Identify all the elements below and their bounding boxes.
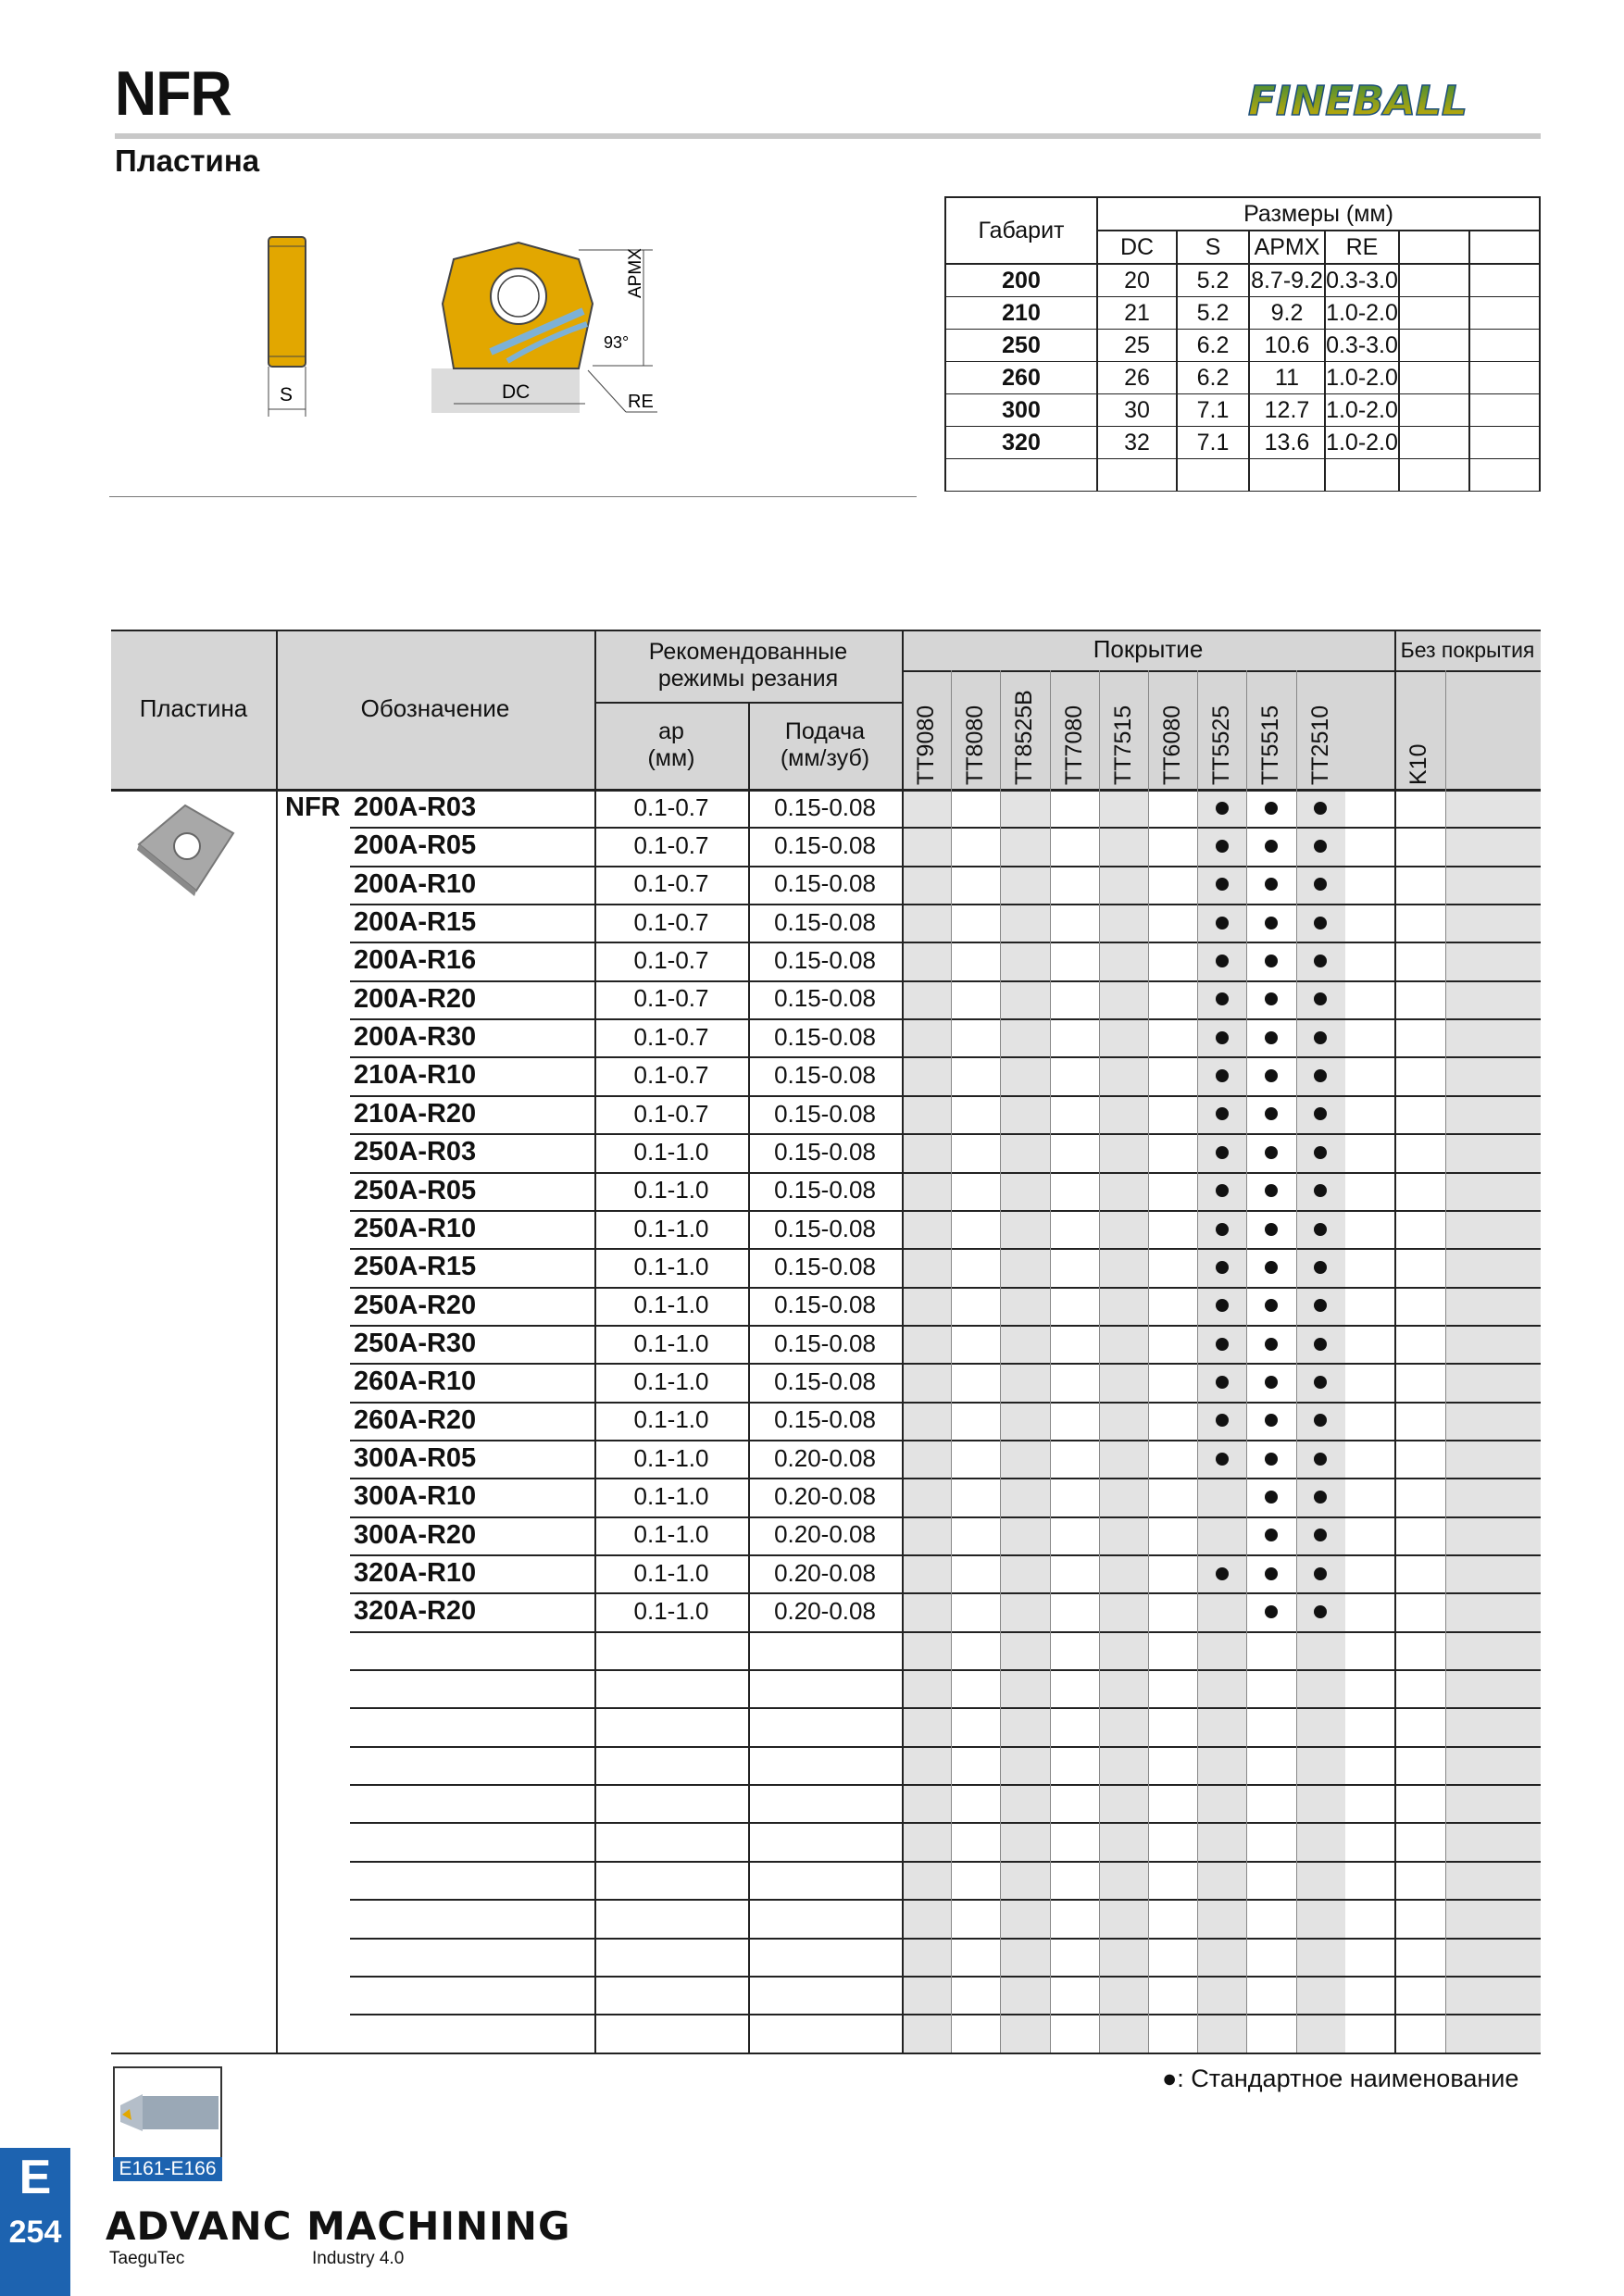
col-header-ap-line: (мм) bbox=[647, 745, 695, 771]
dim-size: 300 bbox=[945, 394, 1097, 427]
designation-code: 200A-R20 bbox=[354, 983, 477, 1014]
dim-header-size: Габарит bbox=[945, 197, 1097, 264]
grade-dot bbox=[1216, 1223, 1229, 1236]
ap-value: 0.1-1.0 bbox=[633, 1137, 709, 1166]
feed-value: 0.15-0.08 bbox=[774, 1022, 876, 1051]
feed-value: 0.15-0.08 bbox=[774, 1405, 876, 1434]
grid-line bbox=[350, 1402, 1541, 1404]
ap-value: 0.1-1.0 bbox=[633, 1405, 709, 1434]
grade-dot bbox=[1216, 1069, 1229, 1082]
col-header-uncoated: Без покрытия bbox=[1400, 637, 1535, 662]
grade-label: TT8080 bbox=[962, 705, 989, 785]
col-header-ap bbox=[594, 702, 748, 789]
ap-value: 0.1-1.0 bbox=[633, 1252, 709, 1280]
col-header-coated: Покрытие bbox=[1093, 635, 1204, 664]
grade-dot bbox=[1265, 802, 1278, 815]
feed-value: 0.15-0.08 bbox=[774, 1329, 876, 1357]
designation-code: 300A-R10 bbox=[354, 1481, 477, 1512]
grid-line bbox=[350, 1707, 1541, 1709]
grid-line bbox=[350, 1976, 1541, 1978]
grid-line bbox=[350, 1363, 1541, 1365]
grid-line bbox=[350, 1861, 1541, 1863]
dim-s-label: S bbox=[280, 384, 294, 406]
ap-value: 0.1-0.7 bbox=[633, 946, 709, 975]
dim-cell: 5.2 bbox=[1177, 264, 1249, 297]
grade-label: TT2510 bbox=[1306, 705, 1333, 785]
grid-line bbox=[350, 1056, 1541, 1058]
grade-dot bbox=[1216, 1453, 1229, 1466]
dim-cell bbox=[1249, 459, 1325, 492]
dim-row bbox=[945, 330, 1540, 362]
grid-line bbox=[276, 630, 278, 2053]
feed-value: 0.20-0.08 bbox=[774, 1558, 876, 1587]
reference-pages[interactable]: E161-E166 bbox=[113, 2157, 222, 2181]
grade-label: TT5515 bbox=[1257, 705, 1284, 785]
dim-size: 250 bbox=[945, 330, 1097, 362]
dim-cell: 25 bbox=[1097, 330, 1177, 362]
dim-size: 200 bbox=[945, 264, 1097, 297]
grid-line bbox=[350, 1899, 1541, 1901]
grid-line bbox=[350, 1325, 1541, 1327]
brand-tagline: Industry 4.0 bbox=[312, 2249, 405, 2268]
grade-column-stripe bbox=[902, 789, 951, 2053]
grade-dot bbox=[1265, 1146, 1278, 1159]
designation-code: 200A-R05 bbox=[354, 830, 477, 861]
legend: ●: Стандартное наименование bbox=[1162, 2065, 1519, 2092]
grade-dot bbox=[1314, 1031, 1327, 1044]
grid-line bbox=[951, 670, 952, 2053]
dim-cell bbox=[1399, 297, 1469, 330]
designation-code: 260A-R20 bbox=[354, 1404, 477, 1435]
dim-cell bbox=[1399, 330, 1469, 362]
ap-value: 0.1-1.0 bbox=[633, 1214, 709, 1242]
grade-label: TT6080 bbox=[1159, 705, 1185, 785]
drawing-rule bbox=[109, 496, 917, 497]
grade-dot bbox=[1216, 955, 1229, 967]
grade-dot bbox=[1216, 917, 1229, 930]
brand-company: TaeguTec bbox=[109, 2249, 185, 2268]
section-letter: E bbox=[19, 2151, 52, 2204]
tool-reference-thumbnail[interactable] bbox=[113, 2066, 222, 2161]
dimension-table bbox=[944, 196, 1541, 492]
grade-dot bbox=[1265, 1529, 1278, 1541]
feed-value: 0.15-0.08 bbox=[774, 869, 876, 898]
dim-cell: 9.2 bbox=[1249, 297, 1325, 330]
grid-line bbox=[350, 1210, 1541, 1212]
ap-value: 0.1-1.0 bbox=[633, 1291, 709, 1319]
feed-value: 0.15-0.08 bbox=[774, 792, 876, 821]
grade-column-stripe bbox=[1099, 789, 1148, 2053]
grid-line bbox=[748, 702, 750, 2053]
dim-cell bbox=[1469, 394, 1540, 427]
grade-dot bbox=[1265, 1223, 1278, 1236]
dim-cell bbox=[1399, 362, 1469, 394]
dim-row bbox=[945, 427, 1540, 459]
grid-line bbox=[350, 1822, 1541, 1824]
grid-line bbox=[1394, 630, 1396, 2053]
grid-line bbox=[1148, 670, 1149, 2053]
feed-value: 0.15-0.08 bbox=[774, 1214, 876, 1242]
grid-line bbox=[1099, 670, 1100, 2053]
fineball-logo bbox=[1241, 67, 1546, 141]
dim-cell: 21 bbox=[1097, 297, 1177, 330]
designation-code: 200A-R03 bbox=[354, 792, 477, 822]
dim-cell bbox=[1469, 330, 1540, 362]
dim-re-label: RE bbox=[628, 392, 654, 412]
grade-dot bbox=[1216, 1338, 1229, 1351]
grade-dot bbox=[1265, 1031, 1278, 1044]
table-bottom-line bbox=[111, 2053, 1541, 2055]
grade-dot bbox=[1216, 1376, 1229, 1389]
designation-code: 250A-R30 bbox=[354, 1328, 477, 1358]
grade-dot bbox=[1265, 840, 1278, 853]
dim-size: 210 bbox=[945, 297, 1097, 330]
dim-cell bbox=[1469, 362, 1540, 394]
dim-cell: 6.2 bbox=[1177, 330, 1249, 362]
grade-label: TT7080 bbox=[1060, 705, 1087, 785]
ap-value: 0.1-1.0 bbox=[633, 1329, 709, 1357]
grid-line bbox=[1050, 670, 1051, 2053]
designation-code: 320A-R20 bbox=[354, 1596, 477, 1627]
dim-row bbox=[945, 394, 1540, 427]
dim-angle-label: 93° bbox=[604, 333, 630, 352]
dim-cell: 1.0-2.0 bbox=[1325, 297, 1399, 330]
col-header-cutting bbox=[594, 630, 902, 702]
col-header-cutting-line: режимы резания bbox=[657, 666, 839, 692]
table-top-line bbox=[111, 630, 1541, 631]
feed-value: 0.15-0.08 bbox=[774, 831, 876, 860]
feed-value: 0.15-0.08 bbox=[774, 1291, 876, 1319]
dim-row bbox=[945, 459, 1540, 492]
grid-line bbox=[350, 1938, 1541, 1940]
dim-cell: 8.7-9.2 bbox=[1249, 264, 1325, 297]
designation-code: 250A-R05 bbox=[354, 1175, 477, 1205]
col-header-feed bbox=[748, 702, 902, 789]
dim-col-dc: DC bbox=[1097, 231, 1177, 264]
feed-value: 0.15-0.08 bbox=[774, 1366, 876, 1395]
grade-dot bbox=[1265, 1069, 1278, 1082]
grid-line bbox=[350, 1669, 1541, 1671]
grade-dot bbox=[1265, 1376, 1278, 1389]
grid-line bbox=[1246, 670, 1247, 2053]
designation-code: 320A-R10 bbox=[354, 1558, 477, 1588]
dim-cell bbox=[1399, 264, 1469, 297]
grade-label-uncoated: K10 bbox=[1405, 743, 1431, 785]
dim-cell bbox=[1469, 459, 1540, 492]
grade-dot bbox=[1314, 1567, 1327, 1580]
grade-label: TT8525B bbox=[1011, 690, 1038, 785]
grade-dot bbox=[1314, 1338, 1327, 1351]
dim-row bbox=[945, 264, 1540, 297]
dim-cell bbox=[1325, 459, 1399, 492]
grid-line bbox=[350, 866, 1541, 867]
grid-line bbox=[350, 1133, 1541, 1135]
grid-line bbox=[350, 1172, 1541, 1174]
grid-line bbox=[350, 942, 1541, 943]
grid-line bbox=[350, 980, 1541, 982]
page-title: NFR bbox=[115, 58, 231, 129]
dim-cell: 6.2 bbox=[1177, 362, 1249, 394]
col-header-cutting-line: Рекомендованные bbox=[648, 639, 848, 666]
grade-dot bbox=[1216, 1184, 1229, 1197]
dim-cell: 13.6 bbox=[1249, 427, 1325, 459]
feed-value: 0.15-0.08 bbox=[774, 1252, 876, 1280]
grid-line bbox=[1296, 670, 1297, 2053]
dim-size bbox=[945, 459, 1097, 492]
feed-value: 0.15-0.08 bbox=[774, 1099, 876, 1128]
grade-dot bbox=[1314, 1376, 1327, 1389]
grid-line bbox=[1000, 670, 1001, 2053]
grid-line bbox=[350, 1287, 1541, 1289]
feed-value: 0.15-0.08 bbox=[774, 907, 876, 936]
dim-cell: 26 bbox=[1097, 362, 1177, 394]
feed-value: 0.15-0.08 bbox=[774, 1137, 876, 1166]
feed-value: 0.15-0.08 bbox=[774, 946, 876, 975]
designation-code: 250A-R15 bbox=[354, 1252, 477, 1282]
ap-value: 0.1-1.0 bbox=[633, 1366, 709, 1395]
dim-cell: 7.1 bbox=[1177, 394, 1249, 427]
dim-cell bbox=[1469, 297, 1540, 330]
ap-value: 0.1-0.7 bbox=[633, 1061, 709, 1090]
dim-cell: 7.1 bbox=[1177, 427, 1249, 459]
grade-dot bbox=[1265, 1338, 1278, 1351]
ap-value: 0.1-1.0 bbox=[633, 1176, 709, 1204]
grade-dot bbox=[1314, 802, 1327, 815]
table-header-line bbox=[111, 789, 1541, 792]
feed-value: 0.20-0.08 bbox=[774, 1443, 876, 1472]
grade-label: TT5525 bbox=[1208, 705, 1235, 785]
designation-code: 200A-R10 bbox=[354, 868, 477, 899]
designation-code: 250A-R03 bbox=[354, 1137, 477, 1167]
dim-cell: 5.2 bbox=[1177, 297, 1249, 330]
grade-dot bbox=[1314, 1146, 1327, 1159]
feed-value: 0.15-0.08 bbox=[774, 984, 876, 1013]
grade-dot bbox=[1265, 992, 1278, 1005]
feed-value: 0.15-0.08 bbox=[774, 1061, 876, 1090]
dim-cell bbox=[1097, 459, 1177, 492]
dim-row bbox=[945, 362, 1540, 394]
grid-line bbox=[350, 1478, 1541, 1479]
grade-dot bbox=[1265, 1299, 1278, 1312]
grid-line bbox=[350, 1095, 1541, 1097]
ap-value: 0.1-1.0 bbox=[633, 1520, 709, 1549]
grade-dot bbox=[1265, 1184, 1278, 1197]
insert-photo bbox=[130, 798, 241, 900]
grid-line bbox=[350, 1784, 1541, 1786]
dim-cell: 20 bbox=[1097, 264, 1177, 297]
ap-value: 0.1-1.0 bbox=[633, 1558, 709, 1587]
designation-code: 300A-R20 bbox=[354, 1519, 477, 1550]
designation-code: 200A-R15 bbox=[354, 907, 477, 938]
designation-code: 200A-R30 bbox=[354, 1022, 477, 1053]
grade-dot bbox=[1216, 802, 1229, 815]
dim-cell: 30 bbox=[1097, 394, 1177, 427]
col-header-feed-line: (мм/зуб) bbox=[780, 745, 870, 771]
col-header-ap-line: ap bbox=[658, 718, 684, 745]
grid-line bbox=[350, 2014, 1541, 2015]
ap-value: 0.1-0.7 bbox=[633, 831, 709, 860]
fineball-logo-text: FINEBALL bbox=[1248, 78, 1468, 125]
dim-cell: 11 bbox=[1249, 362, 1325, 394]
insert-table bbox=[111, 630, 1541, 2056]
grade-dot bbox=[1265, 1453, 1278, 1466]
grade-dot bbox=[1216, 1031, 1229, 1044]
dim-cell bbox=[1177, 459, 1249, 492]
dim-size: 320 bbox=[945, 427, 1097, 459]
grade-dot bbox=[1265, 1567, 1278, 1580]
col-header-feed-line: Подача bbox=[784, 718, 866, 745]
grid-line bbox=[350, 1018, 1541, 1020]
dim-cell: 1.0-2.0 bbox=[1325, 362, 1399, 394]
ap-value: 0.1-0.7 bbox=[633, 869, 709, 898]
grade-dot bbox=[1265, 878, 1278, 891]
grid-line bbox=[350, 827, 1541, 829]
grade-dot bbox=[1265, 1414, 1278, 1427]
designation-prefix: NFR bbox=[285, 792, 341, 822]
dim-cell bbox=[1469, 264, 1540, 297]
dim-cell: 12.7 bbox=[1249, 394, 1325, 427]
ap-value: 0.1-0.7 bbox=[633, 1022, 709, 1051]
grade-column-stripe bbox=[1445, 789, 1541, 2053]
grid-line bbox=[350, 1554, 1541, 1556]
dim-cell bbox=[1399, 427, 1469, 459]
grade-dot bbox=[1216, 1299, 1229, 1312]
dim-cell: 0.3-3.0 bbox=[1325, 264, 1399, 297]
grade-dot bbox=[1265, 917, 1278, 930]
feed-value: 0.20-0.08 bbox=[774, 1597, 876, 1626]
dim-col-apmx: APMX bbox=[1249, 231, 1325, 264]
page-number: 254 bbox=[8, 2215, 62, 2250]
dim-size: 260 bbox=[945, 362, 1097, 394]
ap-value: 0.1-0.7 bbox=[633, 1099, 709, 1128]
grid-line bbox=[1445, 670, 1446, 2053]
feed-value: 0.20-0.08 bbox=[774, 1520, 876, 1549]
dim-cell: 10.6 bbox=[1249, 330, 1325, 362]
dim-header-group: Размеры (мм) bbox=[1097, 197, 1540, 231]
tool-holder-icon bbox=[115, 2068, 220, 2159]
dim-cell: 1.0-2.0 bbox=[1325, 427, 1399, 459]
grade-dot bbox=[1265, 1491, 1278, 1504]
dim-cell bbox=[1399, 394, 1469, 427]
designation-code: 210A-R20 bbox=[354, 1098, 477, 1129]
dim-cell: 0.3-3.0 bbox=[1325, 330, 1399, 362]
grade-label: TT9080 bbox=[913, 705, 939, 785]
ap-value: 0.1-0.7 bbox=[633, 792, 709, 821]
ap-value: 0.1-1.0 bbox=[633, 1443, 709, 1472]
designation-code: 200A-R16 bbox=[354, 945, 477, 976]
dim-row bbox=[945, 297, 1540, 330]
dim-dc-label: DC bbox=[502, 381, 531, 403]
grade-dot bbox=[1314, 1223, 1327, 1236]
ap-value: 0.1-0.7 bbox=[633, 907, 709, 936]
ap-value: 0.1-0.7 bbox=[633, 984, 709, 1013]
designation-code: 260A-R10 bbox=[354, 1366, 477, 1397]
col-header-insert: Пластина bbox=[139, 694, 248, 723]
grade-dot bbox=[1216, 840, 1229, 853]
dim-col-re: RE bbox=[1325, 231, 1399, 264]
dim-cell bbox=[1469, 427, 1540, 459]
grade-dot bbox=[1314, 1453, 1327, 1466]
grid-line bbox=[350, 1440, 1541, 1441]
brand-wordmark: ADVANC MACHINING bbox=[106, 2203, 571, 2249]
grade-dot bbox=[1265, 955, 1278, 967]
designation-code: 250A-R20 bbox=[354, 1290, 477, 1320]
grid-line bbox=[350, 904, 1541, 905]
ap-value: 0.1-1.0 bbox=[633, 1597, 709, 1626]
grade-column-stripe bbox=[1000, 789, 1049, 2053]
designation-code: 210A-R10 bbox=[354, 1060, 477, 1091]
feed-value: 0.15-0.08 bbox=[774, 1176, 876, 1204]
col-header-designation: Обозначение bbox=[360, 694, 510, 723]
grade-label: TT7515 bbox=[1109, 705, 1136, 785]
grade-dot bbox=[1265, 1605, 1278, 1618]
insert-drawing bbox=[259, 222, 667, 426]
grade-dot bbox=[1314, 917, 1327, 930]
dim-apmx-label: APMX bbox=[626, 248, 645, 298]
grid-line bbox=[350, 1516, 1541, 1518]
dim-col-s: S bbox=[1177, 231, 1249, 264]
grade-dot bbox=[1265, 1107, 1278, 1120]
feed-value: 0.20-0.08 bbox=[774, 1482, 876, 1511]
grid-line bbox=[594, 630, 596, 2053]
designation-code: 300A-R05 bbox=[354, 1442, 477, 1473]
dim-cell: 1.0-2.0 bbox=[1325, 394, 1399, 427]
grid-line bbox=[902, 630, 904, 2053]
grade-dot bbox=[1216, 1261, 1229, 1274]
grade-dot bbox=[1216, 1146, 1229, 1159]
grid-line bbox=[350, 1592, 1541, 1594]
dim-cell: 32 bbox=[1097, 427, 1177, 459]
grade-dot bbox=[1265, 1261, 1278, 1274]
grid-line bbox=[350, 1631, 1541, 1633]
grid-line bbox=[1197, 670, 1198, 2053]
grid-line bbox=[350, 1248, 1541, 1250]
grade-dot bbox=[1216, 1567, 1229, 1580]
dim-cell bbox=[1399, 459, 1469, 492]
page-subtitle: Пластина bbox=[115, 144, 260, 178]
grid-line bbox=[350, 1746, 1541, 1748]
grade-dot bbox=[1216, 1414, 1229, 1427]
grade-dot bbox=[1314, 1261, 1327, 1274]
ap-value: 0.1-1.0 bbox=[633, 1482, 709, 1511]
designation-code: 250A-R10 bbox=[354, 1213, 477, 1243]
